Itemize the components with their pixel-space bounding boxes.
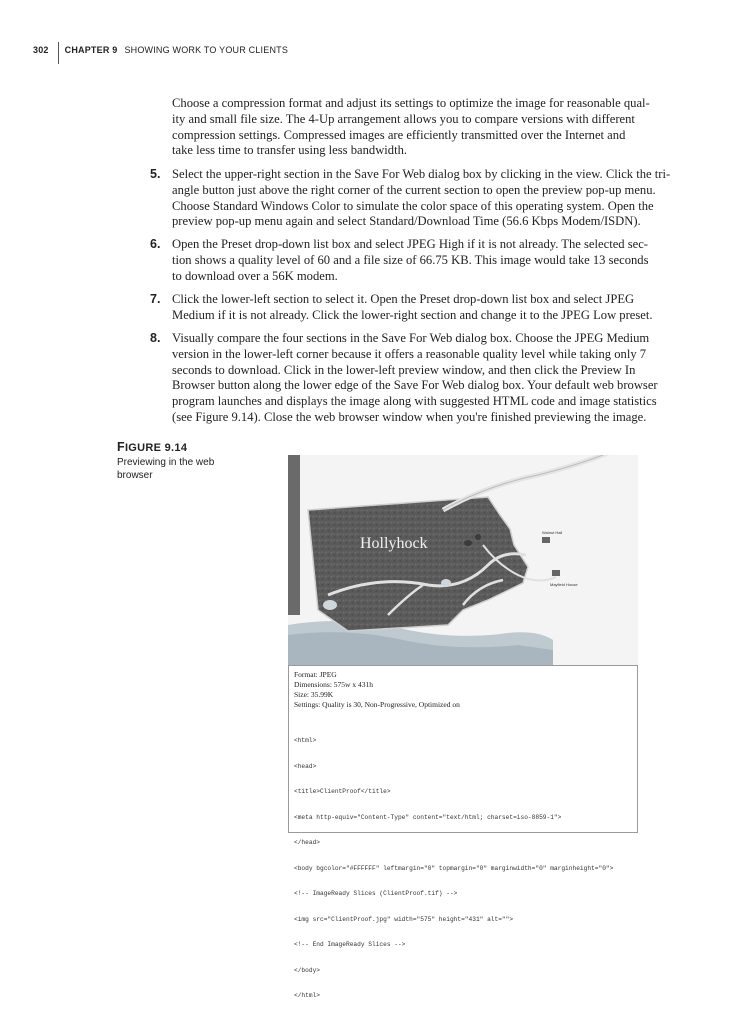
figure-description: Previewing in the web browser [117, 457, 215, 481]
code-line: </html> [294, 992, 320, 999]
text-line: version in the lower-left corner because it offers a reasonable quality level while taking only 7 [172, 346, 647, 361]
code-line: <!-- End ImageReady Slices --> [294, 941, 406, 948]
step-6 [150, 237, 686, 284]
text-line: program launches and displays the image along with suggested HTML code and image statistics [172, 394, 657, 409]
text-line: seconds to download. Click in the lower-left preview window, and then click the Preview In [172, 362, 636, 377]
running-header [33, 40, 288, 60]
page-number: 302 [33, 45, 49, 55]
text-line: take less time to transfer using less bandwidth. [172, 143, 408, 158]
step-number: 6. [150, 237, 161, 251]
code-line: <!-- ImageReady Slices (ClientProof.tif) --> [294, 890, 458, 897]
figure-label: FIGURE 9.14 [117, 440, 188, 454]
intro-paragraph [172, 96, 686, 159]
text-line: Browser button along the lower edge of the Save For Web dialog box. Your default web browser [172, 378, 658, 393]
text-line: Choose Standard Windows Color to simulate the color space of this operating system. Open the [172, 198, 654, 213]
step-number: 5. [150, 167, 161, 181]
text-line: Click the lower-left section to select it. Open the Preset drop-down list box and select JPEG [172, 292, 635, 306]
code-line: </head> [294, 839, 320, 846]
step-number: 8. [150, 331, 161, 345]
code-line: <meta http-equiv="Content-Type" content="text/html; charset=iso-8859-1"> [294, 813, 562, 821]
text-line: preview pop-up menu again and select Standard/Download Time (56.6 Kbps Modem/ISDN). [172, 214, 641, 229]
map-title: Hollyhock [360, 535, 428, 552]
header-divider [58, 42, 59, 64]
step-8 [150, 331, 686, 426]
code-line: <body bgcolor="#FFFFFF" leftmargin="0" topmargin="0" marginwidth="0" marginheight="0"> [294, 864, 614, 872]
text-line: ity and small file size. The 4-Up arrangement allows you to compare versions with different [172, 111, 635, 126]
image-info-panel [288, 665, 638, 999]
step-7 [150, 292, 686, 324]
code-line: <html> [294, 737, 317, 744]
code-line: </body> [294, 966, 320, 974]
dimensions-line: Dimensions: 575w x 431h [294, 680, 373, 689]
mayfield-house-label: Mayfield House [550, 582, 578, 587]
code-line: <title>ClientProof</title> [294, 788, 391, 795]
text-line: to download over a 56K modem. [172, 268, 338, 283]
text-line: (see Figure 9.14). Close the web browser window when you're finished previewing the image. [172, 409, 647, 424]
code-line: <img src="ClientProof.jpg" width="575" height="431" alt=""> [294, 915, 514, 923]
text-line: tion shows a quality level of 60 and a file size of 66.75 KB. This image would take 13 seconds [172, 252, 649, 267]
map-image [288, 455, 638, 665]
map-illustration [288, 455, 638, 665]
html-code-block [294, 720, 632, 1018]
figure-caption [117, 440, 237, 482]
text-line: Select the upper-right section in the Save For Web dialog box by clicking in the view. Click the tri- [172, 167, 671, 181]
step-5 [150, 167, 686, 230]
step-number: 7. [150, 292, 161, 306]
text-line: compression settings. Compressed images are efficiently transmitted over the Internet and [172, 127, 626, 142]
size-line: Size: 35.99K [294, 690, 334, 699]
section-title: SHOWING WORK TO YOUR CLIENTS [124, 45, 289, 55]
text-line: Choose a compression format and adjust its settings to optimize the image for reasonable qual- [172, 96, 650, 110]
chapter-label: CHAPTER 9 [64, 45, 118, 55]
text-line: Open the Preset drop-down list box and select JPEG High if it is not already. The selected sec- [172, 237, 648, 251]
text-line: angle button just above the right corner of the current section to open the preview pop-up menu. [172, 182, 656, 197]
text-line: Medium if it is not already. Click the lower-right section and change it to the JPEG Low preset. [172, 307, 653, 322]
walnut-hall-label: Walnut Hall [542, 530, 563, 535]
browser-preview-figure [288, 455, 638, 999]
format-line: Format: JPEG [294, 670, 337, 679]
text-line: Visually compare the four sections in the Save For Web dialog box. Choose the JPEG Medium [172, 331, 650, 345]
code-line: <head> [294, 762, 317, 770]
settings-line: Settings: Quality is 30, Non-Progressive, Optimized on [294, 700, 460, 709]
